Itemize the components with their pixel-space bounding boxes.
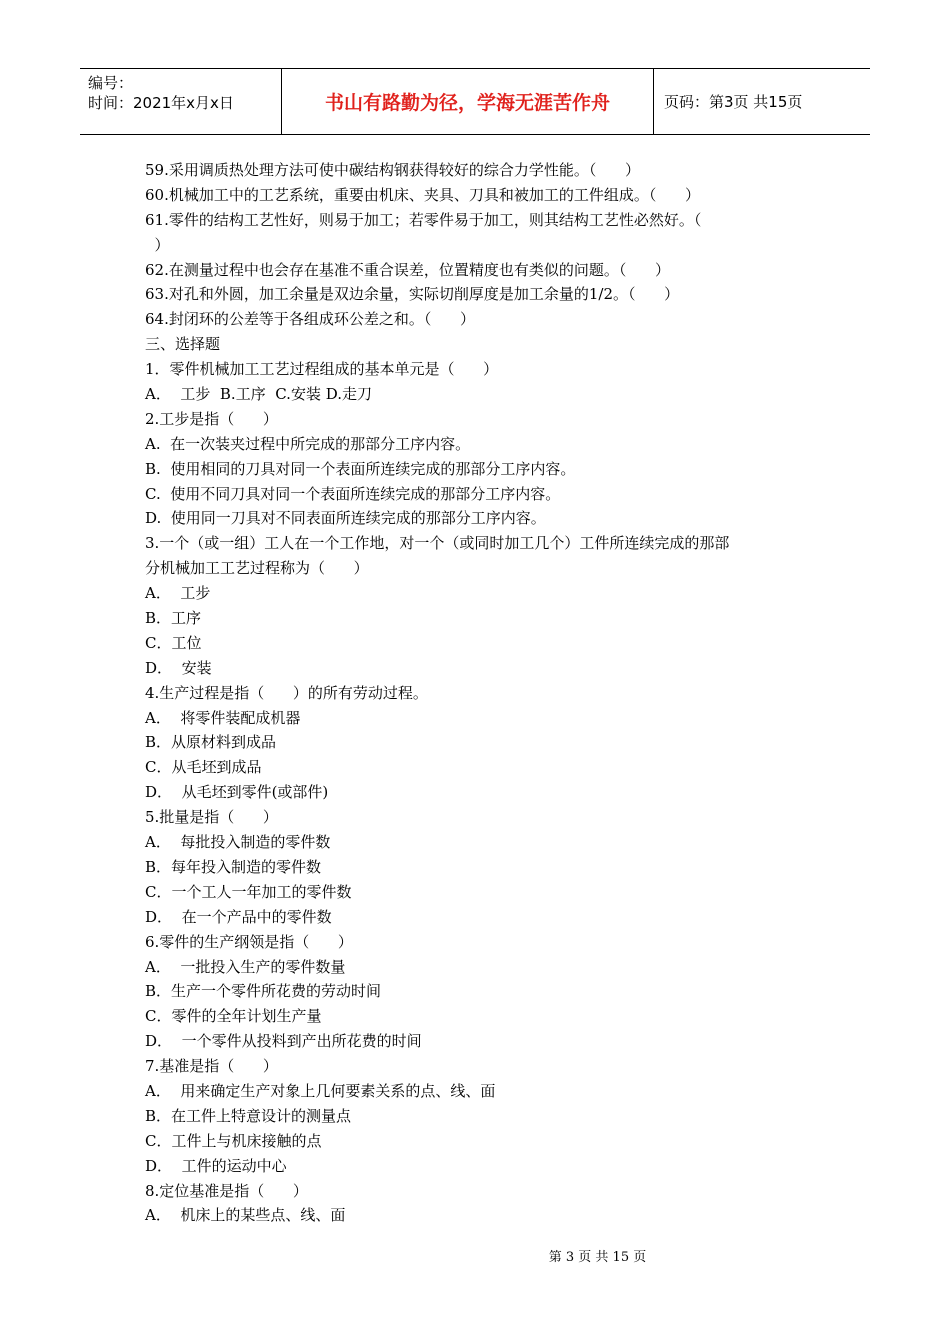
text-line: 59.采用调质热处理方法可使中碳结构钢获得较好的综合力学性能。（ ） bbox=[145, 161, 640, 179]
text-line: 4.生产过程是指（ ）的所有劳动过程。 bbox=[145, 683, 428, 702]
page-label: 页码：第3页 共15页 bbox=[664, 93, 803, 111]
text-line: D． 在一个产品中的零件数 bbox=[145, 907, 332, 926]
number-label: 编号： bbox=[88, 74, 134, 92]
text-line: A． 机床上的某些点、线、面 bbox=[145, 1206, 346, 1225]
text-line: A． 将零件装配成机器 bbox=[145, 708, 301, 727]
text-line: A． 工步 bbox=[145, 584, 211, 603]
text-line: 5.批量是指（ ） bbox=[145, 808, 278, 827]
text-line: C．一个工人一年加工的零件数 bbox=[145, 882, 352, 901]
text-line: C．零件的全年计划生产量 bbox=[145, 1007, 322, 1026]
text-line: C．工位 bbox=[145, 633, 202, 652]
text-line: D． 工件的运动中心 bbox=[145, 1156, 287, 1175]
text-line: 63.对孔和外圆，加工余量是双边余量，实际切削厚度是加工余量的1/2。（ ） bbox=[145, 285, 680, 304]
text-line: B．工序 bbox=[145, 609, 202, 628]
motto: 书山有路勤为径，学海无涯苦作舟 bbox=[282, 69, 654, 134]
text-line: C. 使用不同刀具对同一个表面所连续完成的那部分工序内容。 bbox=[145, 484, 561, 503]
text-line: 三、选择题 bbox=[145, 335, 221, 354]
page-header bbox=[80, 68, 870, 135]
text-line: B. 使用相同的刀具对同一个表面所连续完成的那部分工序内容。 bbox=[145, 459, 576, 478]
text-line: A． 一批投入生产的零件数量 bbox=[145, 957, 346, 976]
text-line: 6.零件的生产纲领是指（ ） bbox=[145, 932, 353, 951]
text-line: 60.机械加工中的工艺系统，重要由机床、夹具、刀具和被加工的工件组成。（ ） bbox=[145, 185, 700, 204]
text-line: ） bbox=[145, 235, 170, 254]
document-body bbox=[145, 158, 810, 1228]
text-line: 3.一个（或一组）工人在一个工作地，对一个（或同时加工几个）工件所连续完成的那部 bbox=[145, 534, 730, 553]
text-line: B．在工件上特意设计的测量点 bbox=[145, 1106, 352, 1125]
page-footer: 第 3 页 共 15 页 bbox=[548, 1250, 647, 1265]
text-line: 62.在测量过程中也会存在基准不重合误差，位置精度也有类似的问题。（ ） bbox=[145, 260, 670, 279]
text-line: D. 使用同一刀具对不同表面所连续完成的那部分工序内容。 bbox=[145, 509, 546, 528]
text-line: B．从原材料到成品 bbox=[145, 733, 277, 752]
text-line: 1．零件机械加工工艺过程组成的基本单元是（ ） bbox=[145, 360, 499, 379]
text-line: C．工件上与机床接触的点 bbox=[145, 1131, 322, 1150]
text-line: D． 一个零件从投料到产出所花费的时间 bbox=[145, 1032, 422, 1051]
text-line: 7.基准是指（ ） bbox=[145, 1057, 278, 1076]
text-line: A. 在一次装夹过程中所完成的那部分工序内容。 bbox=[145, 434, 471, 453]
text-line: 64.封闭环的公差等于各组成环公差之和。（ ） bbox=[145, 310, 475, 329]
text-line: A． 用来确定生产对象上几何要素关系的点、线、面 bbox=[145, 1081, 496, 1100]
text-line: D． 安装 bbox=[145, 658, 212, 677]
header-left-cell bbox=[80, 69, 282, 134]
text-line: A． 工步 B.工序 C.安装 D.走刀 bbox=[145, 385, 372, 404]
text-line: D． 从毛坯到零件(或部件) bbox=[145, 783, 329, 802]
text-line: 2.工步是指（ ） bbox=[145, 409, 278, 428]
text-line: C．从毛坯到成品 bbox=[145, 758, 262, 777]
time-label: 时间：2021年x月x日 bbox=[88, 94, 234, 112]
text-line: 8.定位基准是指（ ） bbox=[145, 1181, 308, 1200]
text-line: A． 每批投入制造的零件数 bbox=[145, 833, 331, 852]
text-line: 61.零件的结构工艺性好，则易于加工；若零件易于加工，则其结构工艺性必然好。（ bbox=[145, 210, 702, 229]
text-line: 分机械加工工艺过程称为（ ） bbox=[145, 559, 369, 578]
text-line: B．生产一个零件所花费的劳动时间 bbox=[145, 982, 382, 1001]
text-line: B．每年投入制造的零件数 bbox=[145, 857, 322, 876]
